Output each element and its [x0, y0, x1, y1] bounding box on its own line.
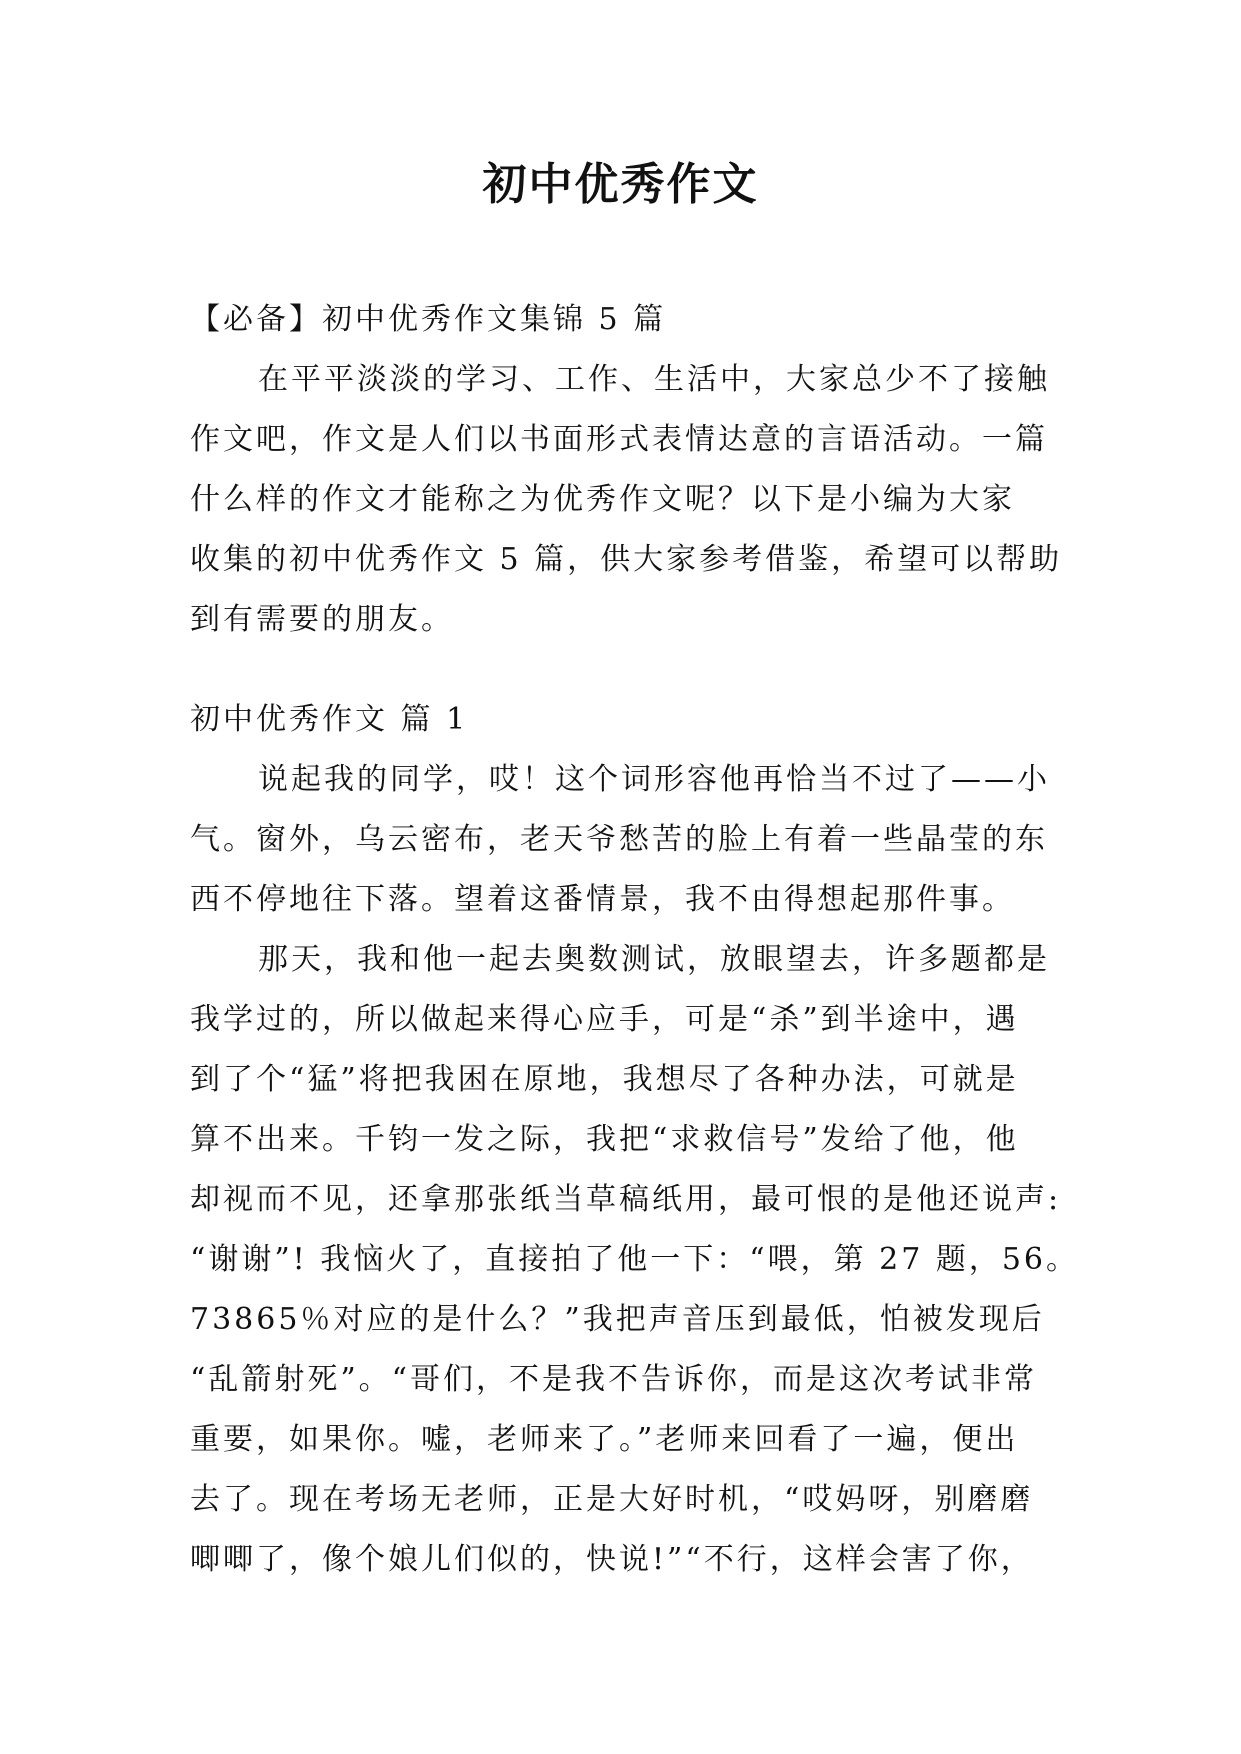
essay-paragraph-line: 到了个“猛”将把我困在原地，我想尽了各种办法，可就是 [190, 1062, 1019, 1097]
intro-line: 收集的初中优秀作文 5 篇，供大家参考借鉴，希望可以帮助 [190, 542, 1063, 577]
essay-paragraph-line: 我学过的，所以做起来得心应手，可是“杀”到半途中，遇 [190, 1002, 1019, 1037]
essay-paragraph-line: 重要，如果你。嘘，老师来了。”老师来回看了一遍，便出 [190, 1422, 1019, 1457]
essay-paragraph-line: 唧唧了，像个娘儿们似的，快说!”“不行，这样会害了你， [190, 1542, 1034, 1577]
essay-heading: 初中优秀作文 篇 1 [190, 702, 469, 737]
essay-paragraph-line: 气。窗外，乌云密布，老天爷愁苦的脸上有着一些晶莹的东 [190, 822, 1048, 857]
intro-line: 到有需要的朋友。 [190, 602, 454, 637]
intro-line: 在平平淡淡的学习、工作、生活中，大家总少不了接触 [258, 362, 1050, 397]
essay-paragraph-line: 那天，我和他一起去奥数测试，放眼望去，许多题都是 [258, 942, 1050, 977]
essay-paragraph-line: 去了。现在考场无老师，正是大好时机，“哎妈呀，别磨磨 [190, 1482, 1034, 1517]
essay-paragraph-line: 西不停地往下落。望着这番情景，我不由得想起那件事。 [190, 882, 1015, 917]
essay-paragraph-line: 73865％对应的是什么？”我把声音压到最低，怕被发现后 [190, 1302, 1045, 1337]
intro-line: 作文吧，作文是人们以书面形式表情达意的言语活动。一篇 [190, 422, 1048, 457]
intro-line: 什么样的作文才能称之为优秀作文呢？以下是小编为大家 [190, 482, 1015, 517]
essay-section [190, 690, 1080, 1590]
essay-paragraph-line: 说起我的同学，哎！这个词形容他再恰当不过了——小 [258, 762, 1050, 797]
essay-paragraph-line: “谢谢”! 我恼火了，直接拍了他一下：“喂，第 27 题，56。 [190, 1242, 1080, 1277]
intro-section [190, 290, 1063, 650]
document-subtitle: 【必备】初中优秀作文集锦 5 篇 [190, 302, 667, 337]
essay-paragraph-line: “乱箭射死”。“哥们，不是我不告诉你，而是这次考试非常 [190, 1362, 1038, 1397]
essay-paragraph-line: 却视而不见，还拿那张纸当草稿纸用，最可恨的是他还说声: [190, 1182, 1062, 1217]
essay-paragraph-line: 算不出来。千钧一发之际，我把“求救信号”发给了他，他 [190, 1122, 1019, 1157]
document-title: 初中优秀作文 [482, 159, 759, 210]
